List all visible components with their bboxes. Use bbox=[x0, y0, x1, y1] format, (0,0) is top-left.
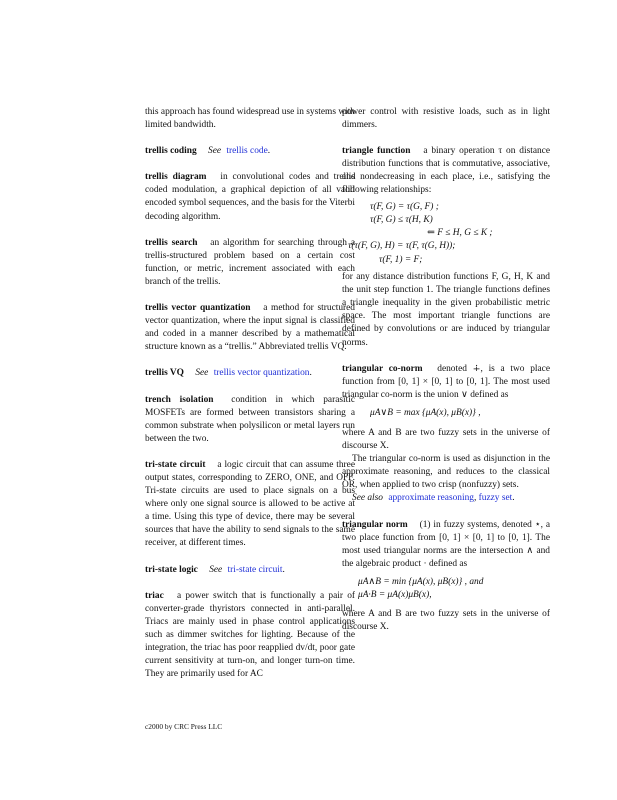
xref-link-tri-state-circuit[interactable]: tri-state circuit bbox=[227, 564, 283, 575]
equation-line: ⇐ F ≤ H, G ≤ K ; bbox=[427, 228, 493, 239]
entry-trellis-coding: trellis coding See trellis code. bbox=[145, 146, 271, 157]
equation-line: τ(τ(F, G), H) = τ(F, τ(G, H)); bbox=[348, 241, 456, 252]
entry-definition: in convolutional codes and trellis coded modulation, a graphical depiction of all valid encoded symbol sequences, and the basis for the Viterbi decoding algorithm. bbox=[145, 172, 356, 222]
see-label: See bbox=[208, 146, 222, 157]
see-label: See bbox=[209, 564, 223, 575]
xref-link-approximate-reasoning[interactable]: approximate reasoning bbox=[388, 493, 474, 504]
equation-line: τ(F, 1) = F; bbox=[379, 254, 423, 265]
equation-line: τ(F, G) = τ(G, F) ; bbox=[370, 201, 439, 212]
entry-trellis-diagram bbox=[145, 171, 355, 223]
equation-line: τ(F, G) ≤ τ(H, K) bbox=[370, 214, 433, 225]
entry-definition: a power switch that is functionally a pair of converter-grade thyristors connected in anti-parallel. Triacs are mainly used in phase control applications such as dimmer switches for lighting. Because of the integration, the triac has poor reapplied dv/dt, poor gate current sensitivity at turn-on, and longer turn-on time. They are primarily used for AC bbox=[145, 590, 355, 680]
xref-link-fuzzy-set[interactable]: fuzzy set bbox=[478, 493, 513, 504]
entry-trellis-vq: trellis VQ See trellis vector quantization. bbox=[145, 368, 312, 379]
entry-definition: (1) in fuzzy systems, denoted ⋆, a two place function from [0, 1] × [0, 1] to [0, 1]. The most used triangular norms are the intersection ∧ and the algebraic product · defined as bbox=[342, 519, 550, 569]
see-also-line: See also approximate reasoning, fuzzy set. bbox=[352, 493, 515, 504]
see-label: See bbox=[195, 368, 209, 379]
entry-paragraph: The triangular co-norm is used as disjunction in the approximate reasoning, and reduces to the classical OR, when applied to two crisp (nonfuzzy) sets. bbox=[342, 454, 550, 491]
entry-tri-state-circuit bbox=[145, 459, 355, 551]
entry-term: trellis coding bbox=[145, 146, 197, 157]
equation-line: μA∨B = max {μA(x), μB(x)} , bbox=[370, 407, 481, 418]
equation-line: μA∧B = min {μA(x), μB(x)} , and bbox=[358, 576, 484, 587]
right-column bbox=[342, 106, 550, 634]
intro-text: this approach has found widespread use in systems with limited bandwidth. bbox=[145, 107, 355, 131]
entry-term: tri-state logic bbox=[145, 564, 198, 575]
entry-term: trellis diagram bbox=[145, 172, 207, 183]
entry-tri-state-logic: tri-state logic See tri-state circuit. bbox=[145, 564, 285, 575]
entry-continuation: where A and B are two fuzzy sets in the universe of discourse X. bbox=[342, 608, 550, 632]
entry-continuation: for any distance distribution functions F, G, H, K and the unit step function 1. The triangle functions defines a triangle inequality in the given probabilistic metric space. The most important triangle functions are defined by convolutions or are induced by triangular norms. bbox=[342, 272, 550, 348]
entry-triangular-norm bbox=[342, 519, 550, 634]
entry-term: triangular co-norm bbox=[342, 363, 423, 374]
entry-triangular-co-norm bbox=[342, 363, 550, 506]
entry-definition: a logic circuit that can assume three output states, corresponding to ZERO, ONE, and OFF. Tri-state circuits are used to place signals on a bus where only one signal source is allowed to be active at a time. Using this type of device, there may be several sources that have the ability to send signals to the same receiver, at different times. bbox=[145, 459, 355, 549]
entry-term: tri-state circuit bbox=[145, 459, 206, 470]
entry-triangle-function bbox=[342, 145, 550, 349]
entry-term: triangle function bbox=[342, 146, 411, 157]
entry-definition: a binary operation τ on distance distribution functions that is commutative, associative, and nondecreasing in each place, i.e., satisfying the following relationships: bbox=[342, 146, 551, 196]
entry-triac bbox=[145, 590, 355, 682]
entry-term: trellis search bbox=[145, 237, 198, 248]
entry-definition: an algorithm for searching through a trellis-structured problem based on a certain cost function, or metric, increment associated with each branch of the trellis. bbox=[145, 237, 355, 287]
entry-term: trench isolation bbox=[145, 394, 214, 405]
copyright-footer: c2000 by CRC Press LLC bbox=[145, 722, 223, 731]
entry-term: triangular norm bbox=[342, 519, 408, 530]
entry-definition: a method for structured vector quantization, where the input signal is classified and coded in a manner described by a mathematical structure known as a “trellis.” Abbreviated trellis VQ. bbox=[145, 303, 355, 353]
entry-definition: condition in which parasitic MOSFETs are formed between transistors sharing a common substrate when polysilicon or metal layers run between the two. bbox=[145, 394, 356, 444]
continued-text: power control with resistive loads, such as in light dimmers. bbox=[342, 107, 550, 131]
entry-trench-isolation bbox=[145, 394, 355, 446]
xref-link-trellis-vector-quantization[interactable]: trellis vector quantization bbox=[213, 368, 310, 379]
equation-block bbox=[342, 201, 550, 267]
entry-trellis-vector-quantization bbox=[145, 302, 355, 354]
entry-trellis-search bbox=[145, 237, 355, 289]
entry-term: trellis vector quantization bbox=[145, 303, 251, 314]
entry-continuation: where A and B are two fuzzy sets in the universe of discourse X. bbox=[342, 427, 550, 452]
see-label: See also bbox=[352, 493, 383, 504]
left-column bbox=[145, 106, 355, 681]
entry-definition: denoted ∔, is a two place function from [0, 1] × [0, 1] to [0, 1]. The most used triangular co-norm is the union ∨ defined as bbox=[342, 363, 550, 400]
equation-line: μA·B = μA(x)μB(x), bbox=[358, 590, 432, 601]
equation-block bbox=[342, 576, 550, 603]
xref-link-trellis-code[interactable]: trellis code bbox=[226, 146, 268, 157]
entry-term: trellis VQ bbox=[145, 368, 184, 379]
entry-term: triac bbox=[145, 590, 164, 601]
